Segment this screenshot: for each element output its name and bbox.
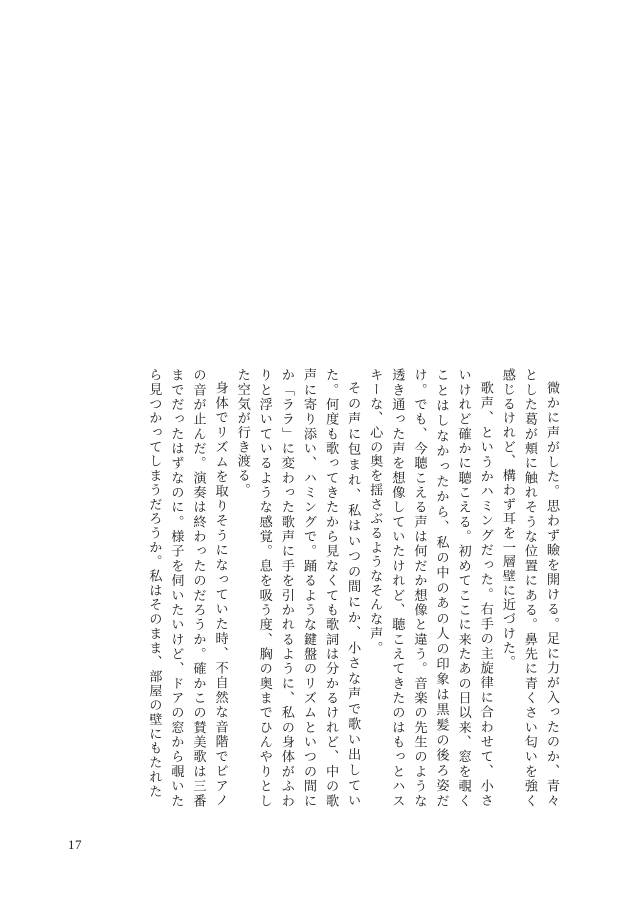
paragraph-2: 歌声、というかハミングだった。右手の主旋律に合わせて、小さいけれど確かに聴こえる。初めてここに来たあの日以来、窓を覗くことはしなかったから、私の中のあの人の印象は黒髪の後ろ姿だけ。でも、今聴こえる声は何だか想像と違う。音楽の先生のような透き通った声を想像していたけれど、聴こえてきたのはもっとハスキーな、心の奥を揺さぶるようなそんな声。 [367, 368, 493, 808]
paragraph-1: 微かに声がした。思わず瞼を開ける。足に力が入ったのか、青々とした葛が頬に触れそうな位置にある。鼻先に青くさい匂いを強く感じるけれど、構わず耳を一層壁に近づけた。 [499, 368, 559, 808]
vertical-text-body [72, 368, 562, 808]
paragraph-4: 身体でリズムを取りそうになっていた時、不自然な音階でピアノの音が止んだ。演奏は終わったのだろうか。確かこの賛美歌は三番までだったはずなのに。様子を伺いたいけど、ドアの窓から覗いたら見つかってしまうだろうか。私はそのまま、部屋の壁にもたれた [146, 368, 228, 808]
paragraph-3: その声に包まれ、私はいつの間にか、小さな声で歌い出していた。何度も歌ってきたから見なくても歌詞は分かるけれど、中の歌声に寄り添い、ハミングで。踊るような鍵盤のリズムといつの間にか「ララ」に変わった歌声に手を引かれるように、私の身体がふわりと浮いているような感覚。息を吸う度、胸の奥までひんやりとした空気が行き渡る。 [234, 368, 361, 808]
page-number: 17 [68, 837, 82, 852]
